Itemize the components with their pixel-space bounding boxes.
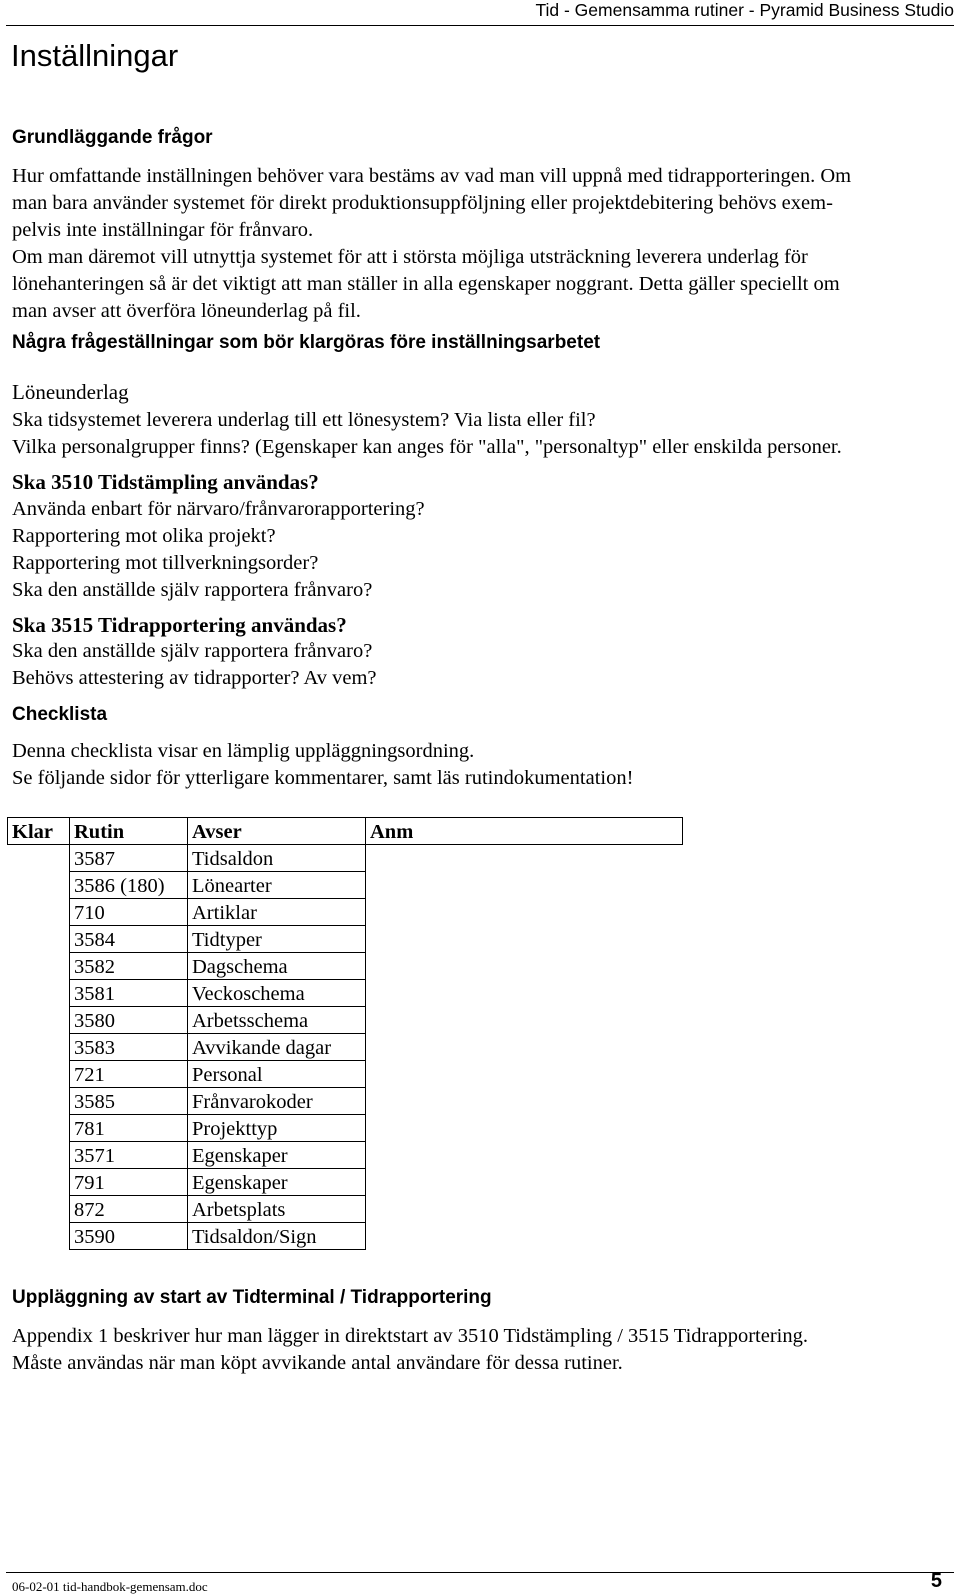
- page-number: 5: [930, 1570, 942, 1592]
- cell-avser: Projekttyp: [188, 1115, 366, 1142]
- cell-rutin: 710: [70, 899, 188, 926]
- question-line: Rapportering mot tillverkningsorder?: [12, 552, 319, 574]
- paragraph-line: Appendix 1 beskriver hur man lägger in direktstart av 3510 Tidstämpling / 3515 Tidrapportering.: [12, 1325, 808, 1347]
- paragraph-line: Måste användas när man köpt avvikande antal användare för dessa rutiner.: [12, 1352, 623, 1374]
- question-line: Använda enbart för närvaro/frånvarorapportering?: [12, 498, 425, 520]
- column-header-avser: Avser: [188, 818, 366, 845]
- cell-klar: [8, 1223, 70, 1250]
- cell-rutin: 3584: [70, 926, 188, 953]
- section-heading-setup: Uppläggning av start av Tidterminal / Tidrapportering: [12, 1287, 492, 1308]
- cell-anm: [366, 926, 683, 953]
- cell-avser: Veckoschema: [188, 980, 366, 1007]
- table-row: [8, 1088, 683, 1115]
- cell-avser: Lönearter: [188, 872, 366, 899]
- cell-avser: Arbetsplats: [188, 1196, 366, 1223]
- cell-klar: [8, 1142, 70, 1169]
- cell-klar: [8, 1007, 70, 1034]
- section-heading-questions: Några frågeställningar som bör klargöras före inställningsarbetet: [12, 332, 601, 353]
- section-questions: [12, 332, 952, 354]
- table-header-row: [8, 818, 683, 845]
- group-title: Ska 3510 Tidstämpling användas?: [12, 470, 319, 494]
- cell-klar: [8, 1034, 70, 1061]
- table-row: [8, 899, 683, 926]
- question-group-3510-lines: [12, 496, 952, 604]
- group-title: Ska 3515 Tidrapportering användas?: [12, 613, 347, 637]
- cell-avser: Personal: [188, 1061, 366, 1088]
- cell-avser: Egenskaper: [188, 1169, 366, 1196]
- table-row: [8, 1142, 683, 1169]
- cell-rutin: 3583: [70, 1034, 188, 1061]
- paragraph-line: Hur omfattande inställningen behöver vara bestäms av vad man vill uppnå med tidrapporteringen. Om: [12, 165, 852, 187]
- section-setup-text: [12, 1323, 952, 1377]
- paragraph-line: Denna checklista visar en lämplig uppläggningsordning.: [12, 740, 475, 762]
- cell-anm: [366, 980, 683, 1007]
- table-row: [8, 1115, 683, 1142]
- cell-klar: [8, 845, 70, 872]
- cell-anm: [366, 899, 683, 926]
- paragraph-line: man bara använder systemet för direkt produktionsuppföljning eller projektdebitering behövs exem-: [12, 192, 833, 214]
- section-setup: [12, 1287, 952, 1309]
- cell-klar: [8, 899, 70, 926]
- section-heading-basic: Grundläggande frågor: [12, 127, 213, 148]
- question-group-3515: [12, 613, 952, 638]
- cell-klar: [8, 1088, 70, 1115]
- cell-klar: [8, 1196, 70, 1223]
- cell-rutin: 791: [70, 1169, 188, 1196]
- checklist-intro: [12, 738, 952, 792]
- question-group-loneunderlag: [12, 380, 952, 405]
- cell-klar: [8, 1115, 70, 1142]
- table-row: [8, 1223, 683, 1250]
- cell-anm: [366, 1088, 683, 1115]
- cell-anm: [366, 845, 683, 872]
- footer-filename: 06-02-01 tid-handbok-gemensam.doc: [12, 1579, 208, 1594]
- cell-avser: Frånvarokoder: [188, 1088, 366, 1115]
- cell-anm: [366, 1223, 683, 1250]
- paragraph-line: pelvis inte inställningar för frånvaro.: [12, 219, 314, 241]
- cell-anm: [366, 872, 683, 899]
- table-row: [8, 845, 683, 872]
- cell-rutin: 3586 (180): [70, 872, 188, 899]
- table-row: [8, 872, 683, 899]
- table-row: [8, 1034, 683, 1061]
- cell-avser: Avvikande dagar: [188, 1034, 366, 1061]
- cell-avser: Tidsaldon: [188, 845, 366, 872]
- cell-rutin: 3581: [70, 980, 188, 1007]
- cell-anm: [366, 1115, 683, 1142]
- cell-anm: [366, 1142, 683, 1169]
- question-line: Behövs attestering av tidrapporter? Av vem?: [12, 667, 377, 689]
- table-row: [8, 1196, 683, 1223]
- cell-klar: [8, 872, 70, 899]
- cell-klar: [8, 1169, 70, 1196]
- cell-avser: Egenskaper: [188, 1142, 366, 1169]
- cell-anm: [366, 1007, 683, 1034]
- column-header-anm: Anm: [366, 818, 683, 845]
- table-row: [8, 1169, 683, 1196]
- section-basic-text: [12, 163, 952, 325]
- question-group-3515-lines: [12, 638, 952, 692]
- cell-rutin: 721: [70, 1061, 188, 1088]
- checklist-table: [7, 817, 683, 1250]
- cell-avser: Arbetsschema: [188, 1007, 366, 1034]
- cell-rutin: 3585: [70, 1088, 188, 1115]
- paragraph-line: Om man däremot vill utnyttja systemet för att i största möjliga utsträckning leverera underlag för: [12, 246, 808, 268]
- section-basic: [12, 127, 952, 149]
- table-row: [8, 980, 683, 1007]
- paragraph-line: Se följande sidor för ytterligare kommentarer, samt läs rutindokumentation!: [12, 767, 634, 789]
- question-line: Ska den anställde själv rapportera frånvaro?: [12, 579, 373, 601]
- paragraph-line: man avser att överföra löneunderlag på fil.: [12, 300, 361, 322]
- cell-anm: [366, 1196, 683, 1223]
- cell-rutin: 3587: [70, 845, 188, 872]
- column-header-rutin: Rutin: [70, 818, 188, 845]
- cell-anm: [366, 1169, 683, 1196]
- cell-anm: [366, 953, 683, 980]
- cell-rutin: 3571: [70, 1142, 188, 1169]
- cell-klar: [8, 953, 70, 980]
- cell-anm: [366, 1061, 683, 1088]
- cell-rutin: 3582: [70, 953, 188, 980]
- cell-anm: [366, 1034, 683, 1061]
- cell-rutin: 781: [70, 1115, 188, 1142]
- question-line: Vilka personalgrupper finns? (Egenskaper kan anges för "alla", "personaltyp" eller enskilda personer.: [12, 436, 842, 458]
- question-group-loneunderlag-lines: [12, 407, 952, 461]
- question-line: Ska tidsystemet leverera underlag till ett lönesystem? Via lista eller fil?: [12, 409, 596, 431]
- cell-klar: [8, 1061, 70, 1088]
- cell-rutin: 872: [70, 1196, 188, 1223]
- table-row: [8, 953, 683, 980]
- document-title: Tid - Gemensamma rutiner - Pyramid Business Studio: [535, 0, 954, 20]
- table-row: [8, 1061, 683, 1088]
- cell-avser: Artiklar: [188, 899, 366, 926]
- cell-avser: Tidsaldon/Sign: [188, 1223, 366, 1250]
- page-title: Inställningar: [11, 38, 179, 73]
- footer-divider: [6, 1572, 954, 1573]
- cell-avser: Dagschema: [188, 953, 366, 980]
- paragraph-line: lönehanteringen så är det viktigt att man ställer in alla egenskaper noggrant. Detta gäller speciellt om: [12, 273, 840, 295]
- cell-avser: Tidtyper: [188, 926, 366, 953]
- column-header-klar: Klar: [8, 818, 70, 845]
- table-row: [8, 1007, 683, 1034]
- cell-klar: [8, 980, 70, 1007]
- table-row: [8, 926, 683, 953]
- cell-rutin: 3580: [70, 1007, 188, 1034]
- header-divider: [6, 25, 954, 26]
- cell-rutin: 3590: [70, 1223, 188, 1250]
- section-heading-checklist: Checklista: [12, 704, 108, 725]
- group-title: Löneunderlag: [12, 380, 129, 404]
- cell-klar: [8, 926, 70, 953]
- question-group-3510: [12, 470, 952, 495]
- question-line: Rapportering mot olika projekt?: [12, 525, 276, 547]
- section-checklist: [12, 704, 952, 726]
- question-line: Ska den anställde själv rapportera frånvaro?: [12, 640, 373, 662]
